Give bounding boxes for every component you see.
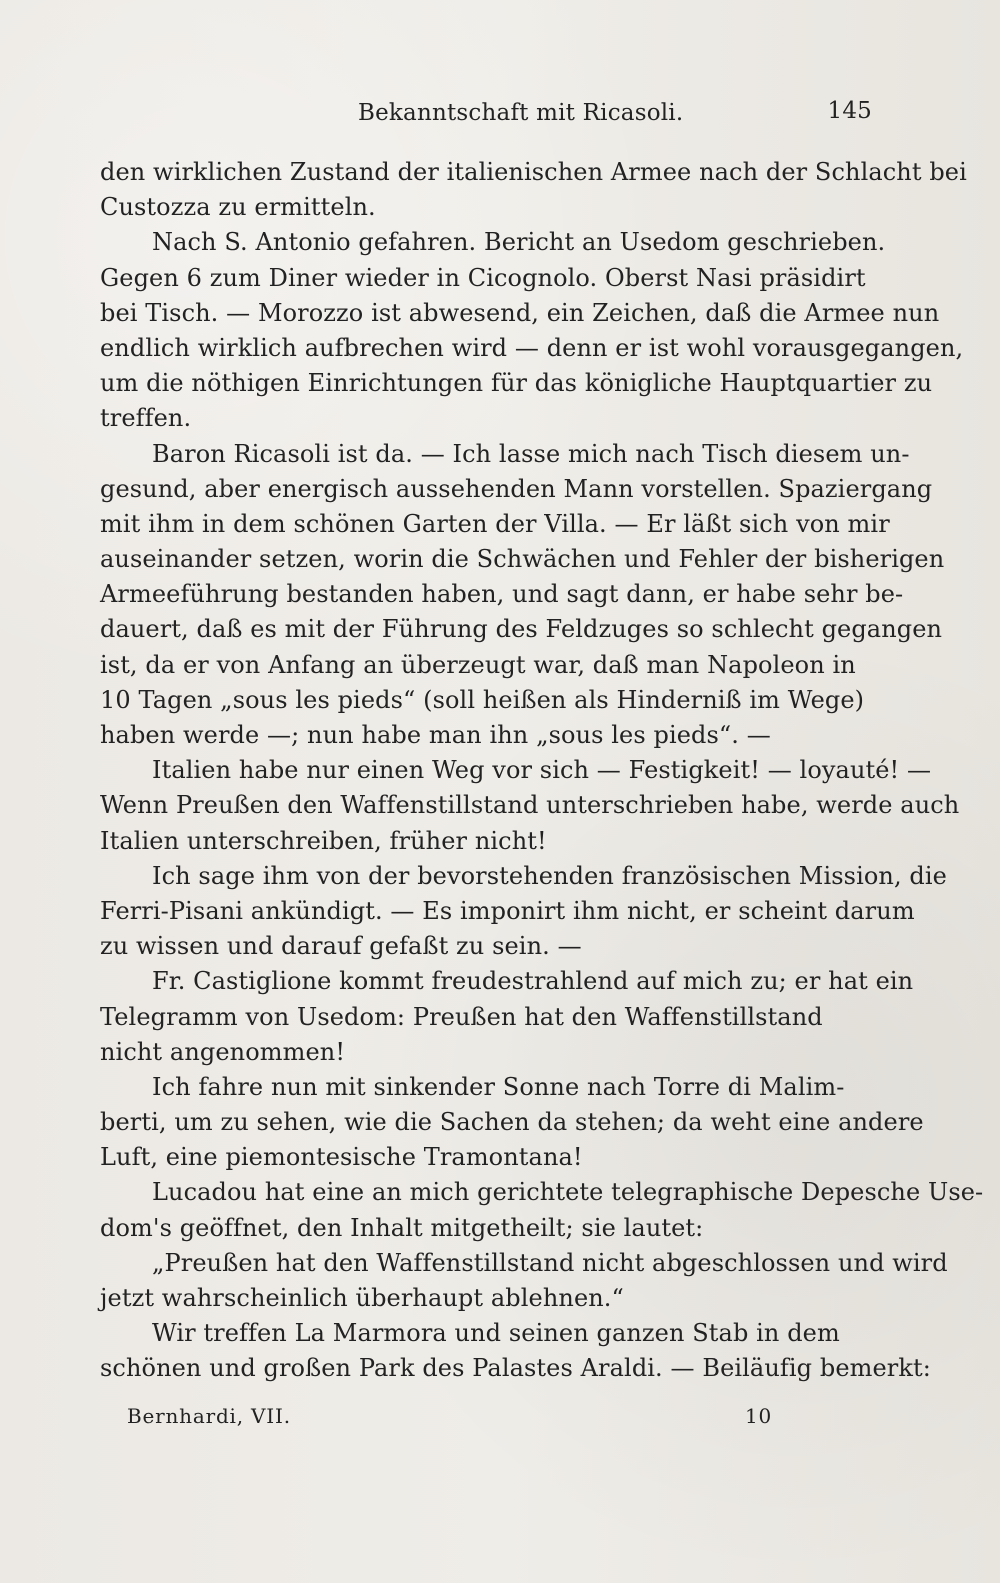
page-header	[100, 96, 872, 132]
text-line: dauert, daß es mit der Führung des Feldzuges so schlecht gegangen	[100, 615, 943, 644]
text-line: Armeeführung bestanden haben, und sagt dann, er habe sehr be-	[100, 580, 904, 609]
text-line: ist, da er von Anfang an überzeugt war, daß man Napoleon in	[100, 650, 856, 679]
text-line: nicht angenommen!	[100, 1037, 346, 1066]
gathering-number: 10	[745, 1404, 773, 1428]
body-text	[100, 155, 984, 1387]
text-line: Telegramm von Usedom: Preußen hat den Waffenstillstand	[100, 1002, 823, 1031]
text-line: zu wissen und darauf gefaßt zu sein. —	[100, 932, 582, 961]
text-line: den wirklichen Zustand der italienischen Armee nach der Schlacht bei	[100, 158, 967, 186]
text-line: mit ihm in dem schönen Garten der Villa. — Er läßt sich von mir	[100, 509, 890, 538]
text-line: Luft, eine piemontesische Tramontana!	[100, 1143, 583, 1172]
text-line: jetzt wahrscheinlich überhaupt ablehnen.“	[100, 1284, 624, 1312]
text-line: um die nöthigen Einrichtungen für das königliche Hauptquartier zu	[100, 369, 933, 398]
text-line: Wir treffen La Marmora und seinen ganzen Stab in dem	[152, 1319, 840, 1348]
text-line: Lucadou hat eine an mich gerichtete telegraphische Depesche Use-	[152, 1178, 984, 1207]
text-line: berti, um zu sehen, wie die Sachen da stehen; da weht eine andere	[100, 1108, 924, 1137]
text-line: Italien habe nur einen Weg vor sich — Festigkeit! — loyauté! —	[152, 756, 932, 785]
text-line: Custozza zu ermitteln.	[100, 193, 376, 222]
text-line: schönen und großen Park des Palastes Araldi. — Beiläufig bemerkt:	[100, 1354, 931, 1383]
text-line: „Preußen hat den Waffenstillstand nicht abgeschlossen und wird	[152, 1248, 948, 1277]
text-line: auseinander setzen, worin die Schwächen und Fehler der bisherigen	[100, 545, 945, 574]
text-line: endlich wirklich aufbrechen wird — denn er ist wohl vorausgegangen,	[100, 333, 964, 362]
text-line: Ferri-Pisani ankündigt. — Es imponirt ihm nicht, er scheint darum	[100, 896, 915, 925]
page-footer	[100, 1400, 872, 1432]
text-line: Nach S. Antonio gefahren. Bericht an Usedom geschrieben.	[152, 228, 886, 257]
text-line: gesund, aber energisch aussehenden Mann vorstellen. Spaziergang	[100, 474, 933, 503]
text-line: Fr. Castiglione kommt freudestrahlend auf mich zu; er hat ein	[152, 967, 914, 996]
text-line: Ich sage ihm von der bevorstehenden französischen Mission, die	[152, 861, 947, 890]
signature-mark: Bernhardi, VII.	[127, 1404, 291, 1428]
page-number: 145	[827, 98, 872, 124]
text-line: Italien unterschreiben, früher nicht!	[100, 826, 547, 855]
running-head: Bekanntschaft mit Ricasoli.	[358, 100, 684, 126]
text-line: Baron Ricasoli ist da. — Ich lasse mich nach Tisch diesem un-	[152, 439, 910, 468]
text-line: haben werde —; nun habe man ihn „sous les pieds“. —	[100, 721, 771, 749]
text-line: bei Tisch. — Morozzo ist abwesend, ein Zeichen, daß die Armee nun	[100, 298, 940, 327]
text-line: Wenn Preußen den Waffenstillstand unterschrieben habe, werde auch	[100, 791, 960, 820]
text-line: Ich fahre nun mit sinkender Sonne nach Torre di Malim-	[152, 1072, 845, 1101]
text-line: 10 Tagen „sous les pieds“ (soll heißen als Hinderniß im Wege)	[100, 685, 865, 714]
text-line: treffen.	[100, 404, 192, 433]
text-line: Gegen 6 zum Diner wieder in Cicognolo. Oberst Nasi präsidirt	[100, 263, 866, 292]
text-line: dom's geöffnet, den Inhalt mitgetheilt; sie lautet:	[100, 1213, 704, 1242]
